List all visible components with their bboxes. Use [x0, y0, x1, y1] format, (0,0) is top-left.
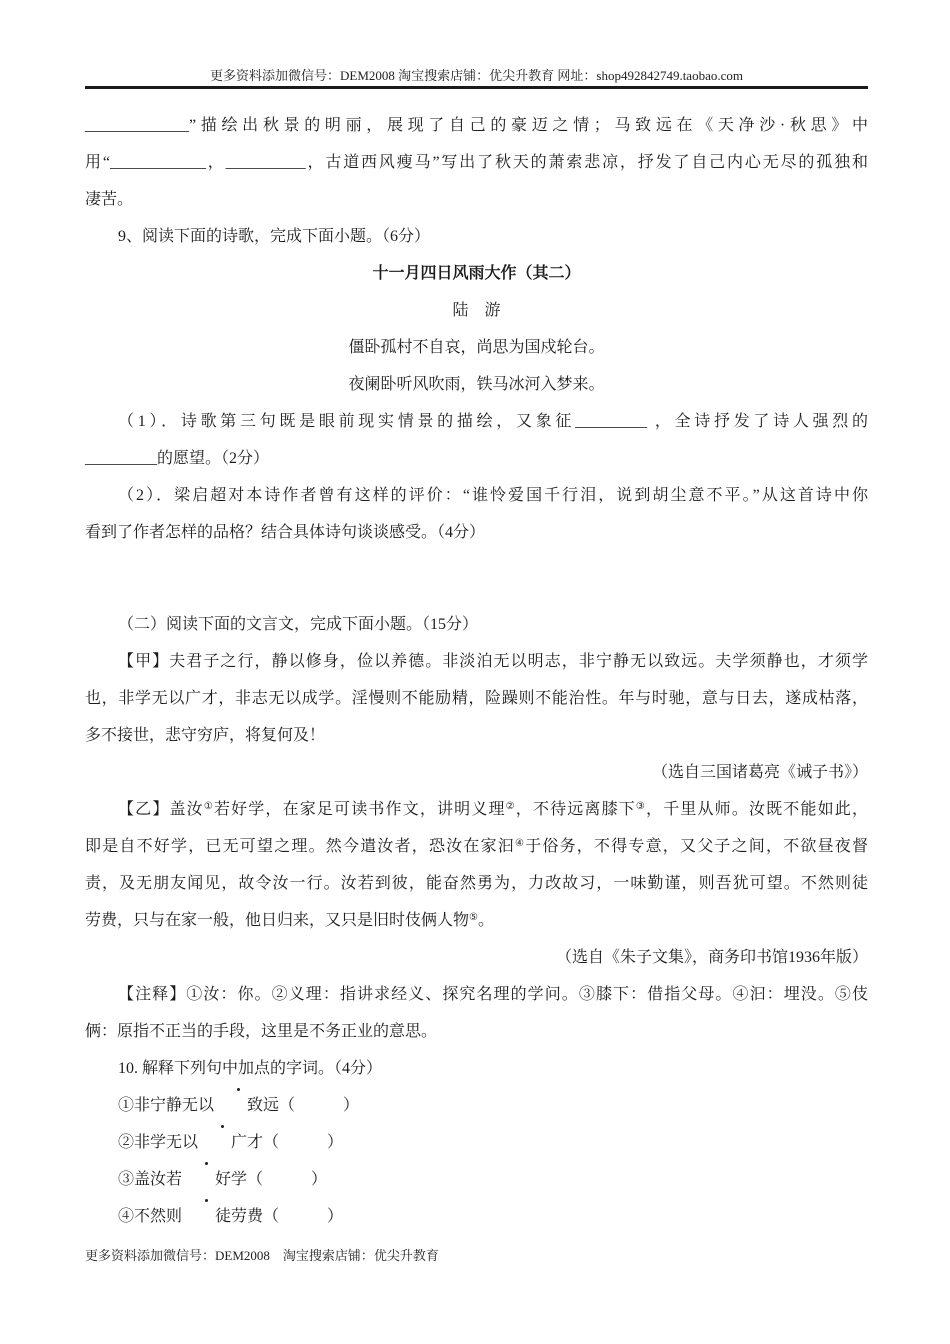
passage-yi-source: （选自《朱子文集》，商务印书馆1936年版）	[555, 949, 868, 966]
poem-author: 陆 游	[452, 302, 501, 319]
passage-jia-line-2: 也，非学无以广才，非志无以成学。淫慢则不能励精，险躁则不能治性。年与时驰，意与日去，遂成枯落，	[85, 690, 868, 707]
question-9-stem: 9、阅读下面的诗歌，完成下面小题。（6分）	[118, 228, 431, 245]
question-9-2-line-1: （2）．梁启超对本诗作者曾有这样的评价：“谁怜爱国千行泪，说到胡尘意不平。”从这首诗中你	[118, 487, 868, 504]
answer-space	[85, 551, 868, 606]
question-10-item-1: ①非宁静无以 致远（ ）	[85, 1087, 868, 1124]
question-10-stem: 10. 解释下列句中加点的字词。（4分）	[118, 1060, 383, 1077]
section-2-heading: （二）阅读下面的文言文，完成下面小题。（15分）	[118, 616, 479, 633]
poem-line-2: 夜阑卧听风吹雨，铁马冰河入梦来。	[348, 376, 605, 393]
passage-yi-line-1: 【乙】盖汝①若好学，在家足可读书作文，讲明义理②，不待远离膝下③，千里从师。汝既不能如此，	[118, 801, 868, 818]
question-10-item-2: ②非学无以 广才（ ）	[85, 1124, 868, 1161]
intro-line-3: 凄苦。	[85, 191, 134, 208]
passage-yi-line-4: 劳费，只与在家一般，他日归来，又只是旧时伎俩人物⑤。	[85, 912, 494, 929]
passage-jia-line-3: 多不接世，悲守穷庐，将复何及！	[85, 727, 326, 744]
question-9-1-line-1: （1）．诗歌第三句既是眼前现实情景的描绘，又象征_________ ，全诗抒发了诗人强烈的	[118, 413, 868, 430]
passage-jia-line-1: 【甲】夫君子之行，静以修身，俭以养德。非淡泊无以明志，非宁静无以致远。夫学须静也，才须学	[118, 653, 868, 670]
header-divider	[85, 86, 868, 89]
poem-title: 十一月四日风雨大作（其二）	[372, 265, 581, 282]
exam-content	[85, 107, 868, 1235]
question-9-1-line-2: _________的愿望。（2分）	[85, 450, 270, 467]
intro-line-2: 用“____________，__________，古道西风瘦马”写出了秋天的萧索悲凉，抒发了自己内心无尽的孤独和	[85, 154, 868, 171]
intro-line-1: _____________”描绘出秋景的明丽，展现了自己的豪迈之情；马致远在《天净沙·秋思》中	[85, 117, 868, 134]
passage-yi-line-3: 责，及无朋友闻见，故令汝一行。汝若到彼，能奋然勇为，力改故习，一味勤谨，则吾犹可望。不然则徒	[85, 875, 868, 892]
footer-note: 更多资料添加微信号：DEM2008 淘宝搜索店铺：优尖升教育	[85, 1248, 439, 1263]
question-10-item-3: ③盖汝若 好学（ ）	[85, 1161, 868, 1198]
poem-line-1: 僵卧孤村不自哀，尚思为国戍轮台。	[348, 339, 605, 356]
passage-jia-source: （选自三国诸葛亮《诫子书》）	[651, 764, 868, 781]
header-note: 更多资料添加微信号：DEM2008 淘宝搜索店铺：优尖升教育 网址：shop492842749.taobao.com	[210, 68, 743, 83]
passage-yi-line-2: 即是自不好学，已无可望之理。然今遣汝者，恐汝在家汩④于俗务，不得专意，又父子之间，不欲昼夜督	[85, 838, 868, 855]
notes-line-1: 【注释】①汝：你。②义理：指讲求经义、探究名理的学问。③膝下：借指父母。④汩：埋没。⑤伎	[118, 986, 868, 1003]
notes-line-2: 俩：原指不正当的手段，这里是不务正业的意思。	[85, 1023, 438, 1040]
question-10-item-4: ④不然则 徒劳费（ ）	[85, 1198, 868, 1235]
question-9-2-line-2: 看到了作者怎样的品格？结合具体诗句谈谈感受。（4分）	[85, 524, 486, 541]
